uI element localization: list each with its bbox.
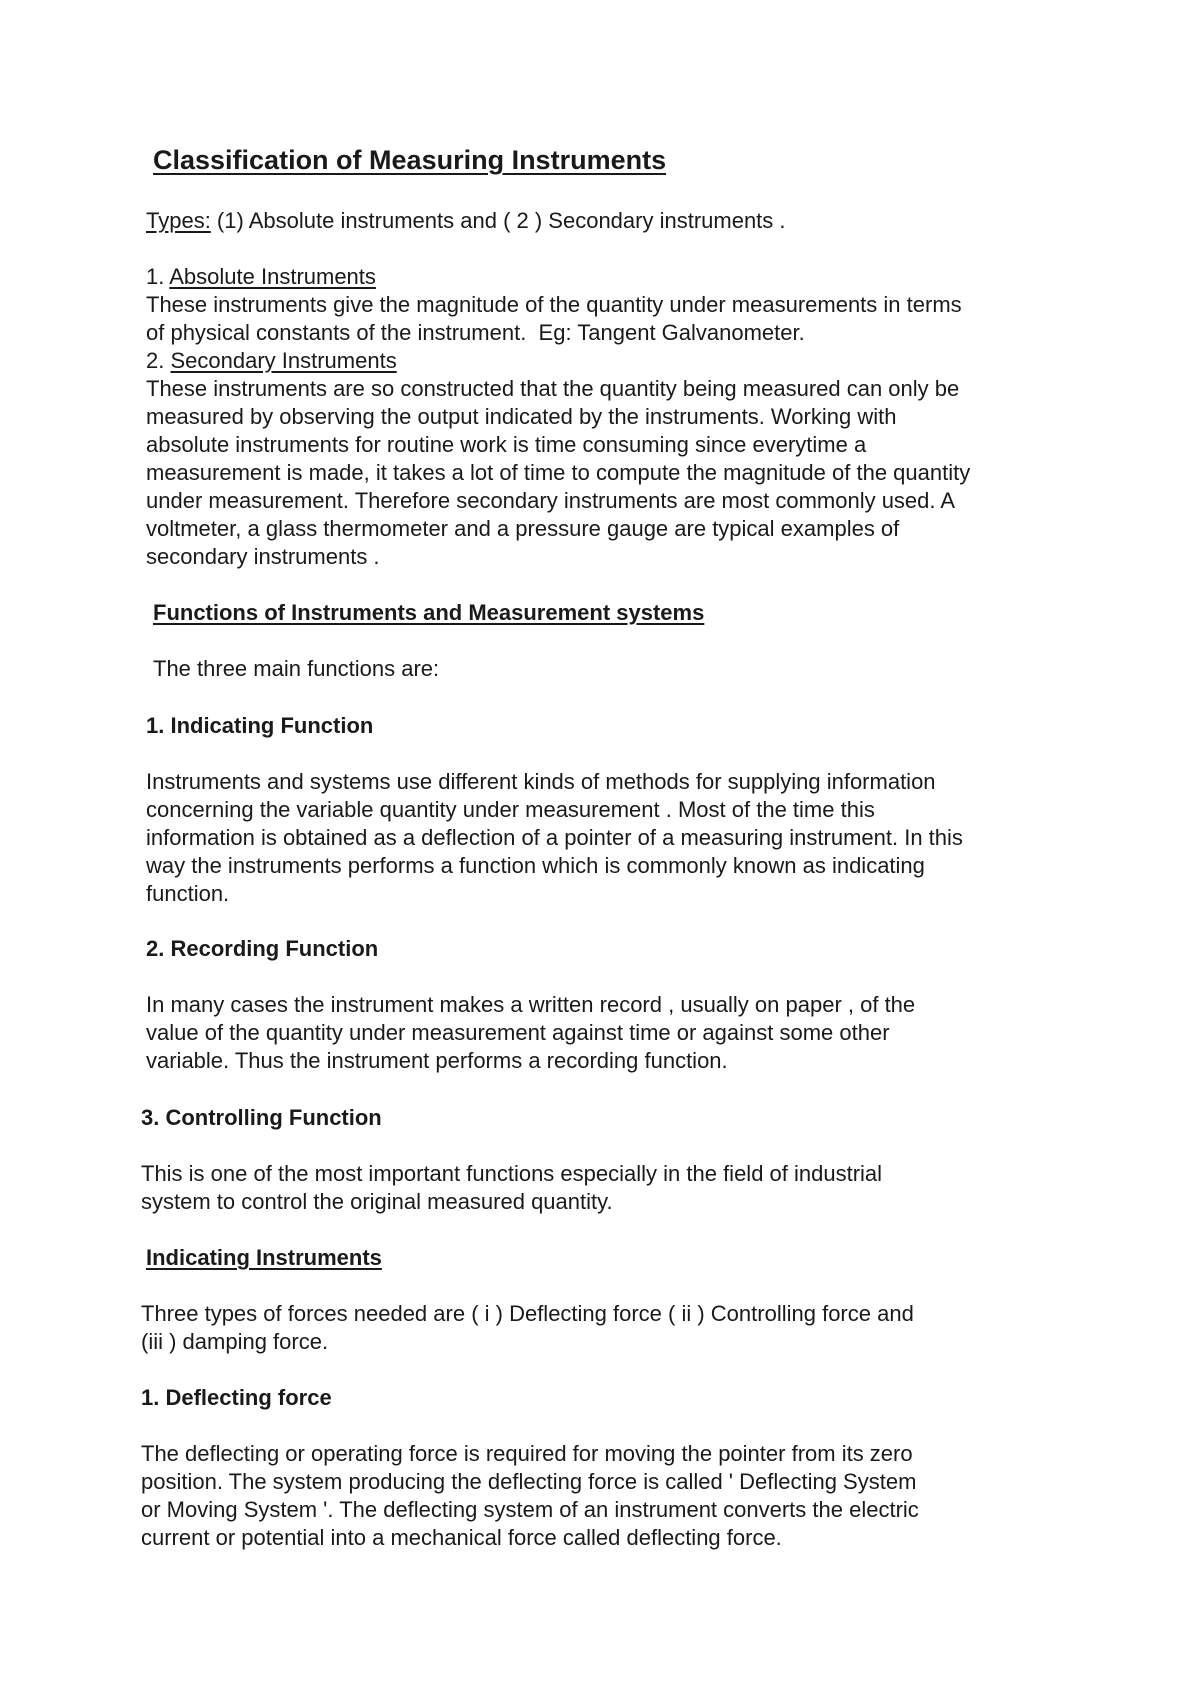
functions-intro: The three main functions are: — [153, 656, 440, 681]
paragraph-line: Instruments and systems use different kinds of methods for supplying information — [146, 769, 936, 794]
types-text: (1) Absolute instruments and ( 2 ) Secondary instruments . — [210, 208, 786, 233]
paragraph-line: system to control the original measured quantity. — [141, 1189, 613, 1214]
secondary-heading — [146, 347, 397, 375]
paragraph-line: under measurement. Therefore secondary instruments are most commonly used. A — [146, 488, 956, 513]
paragraph-line: position. The system producing the deflecting force is called ' Deflecting System — [141, 1469, 917, 1494]
controlling-function-paragraph — [141, 1160, 882, 1216]
paragraph-line: voltmeter, a glass thermometer and a pressure gauge are typical examples of — [146, 516, 900, 541]
recording-function-heading: 2. Recording Function — [146, 936, 379, 961]
page-title: Classification of Measuring Instruments — [153, 145, 667, 175]
paragraph-line: measurement is made, it takes a lot of time to compute the magnitude of the quantity — [146, 460, 971, 485]
indicating-function-paragraph — [146, 768, 963, 908]
paragraph-line: or Moving System '. The deflecting system of an instrument converts the electric — [141, 1497, 919, 1522]
paragraph-line: current or potential into a mechanical force called deflecting force. — [141, 1525, 782, 1550]
paragraph-line: absolute instruments for routine work is time consuming since everytime a — [146, 432, 867, 457]
secondary-paragraph — [146, 375, 970, 571]
types-line — [146, 207, 786, 235]
paragraph-line: variable. Thus the instrument performs a recording function. — [146, 1048, 728, 1073]
indicating-function-heading: 1. Indicating Function — [146, 713, 374, 738]
indicating-instruments-heading: Indicating Instruments — [146, 1245, 382, 1270]
absolute-heading — [146, 263, 376, 291]
controlling-function-heading: 3. Controlling Function — [141, 1105, 382, 1130]
paragraph-line: measured by observing the output indicated by the instruments. Working with — [146, 404, 897, 429]
secondary-number: 2. — [146, 348, 171, 373]
paragraph-line: These instruments give the magnitude of the quantity under measurements in terms — [146, 292, 962, 317]
types-label: Types: — [146, 208, 211, 233]
paragraph-line: The deflecting or operating force is required for moving the pointer from its zero — [141, 1441, 913, 1466]
secondary-heading-text: Secondary Instruments — [170, 348, 397, 373]
paragraph-line: information is obtained as a deflection of a pointer of a measuring instrument. In this — [146, 825, 963, 850]
paragraph-line: (iii ) damping force. — [141, 1329, 329, 1354]
deflecting-force-paragraph — [141, 1440, 919, 1552]
paragraph-line: way the instruments performs a function which is commonly known as indicating — [146, 853, 925, 878]
absolute-number: 1. — [146, 264, 170, 289]
paragraph-line: secondary instruments . — [146, 544, 380, 569]
paragraph-line: value of the quantity under measurement against time or against some other — [146, 1020, 890, 1045]
paragraph-line: Three types of forces needed are ( i ) Deflecting force ( ii ) Controlling force and — [141, 1301, 914, 1326]
absolute-paragraph — [146, 291, 962, 347]
paragraph-line: concerning the variable quantity under measurement . Most of the time this — [146, 797, 875, 822]
paragraph-line: This is one of the most important functions especially in the field of industrial — [141, 1161, 883, 1186]
deflecting-force-heading: 1. Deflecting force — [141, 1385, 332, 1410]
paragraph-line: These instruments are so constructed that the quantity being measured can only be — [146, 376, 960, 401]
indicating-instruments-paragraph — [141, 1300, 914, 1356]
paragraph-line: In many cases the instrument makes a written record , usually on paper , of the — [146, 992, 916, 1017]
paragraph-line: function. — [146, 881, 230, 906]
paragraph-line: of physical constants of the instrument. Eg: Tangent Galvanometer. — [146, 320, 805, 345]
recording-function-paragraph — [146, 991, 915, 1075]
absolute-heading-text: Absolute Instruments — [169, 264, 376, 289]
functions-heading: Functions of Instruments and Measurement systems — [153, 600, 705, 625]
